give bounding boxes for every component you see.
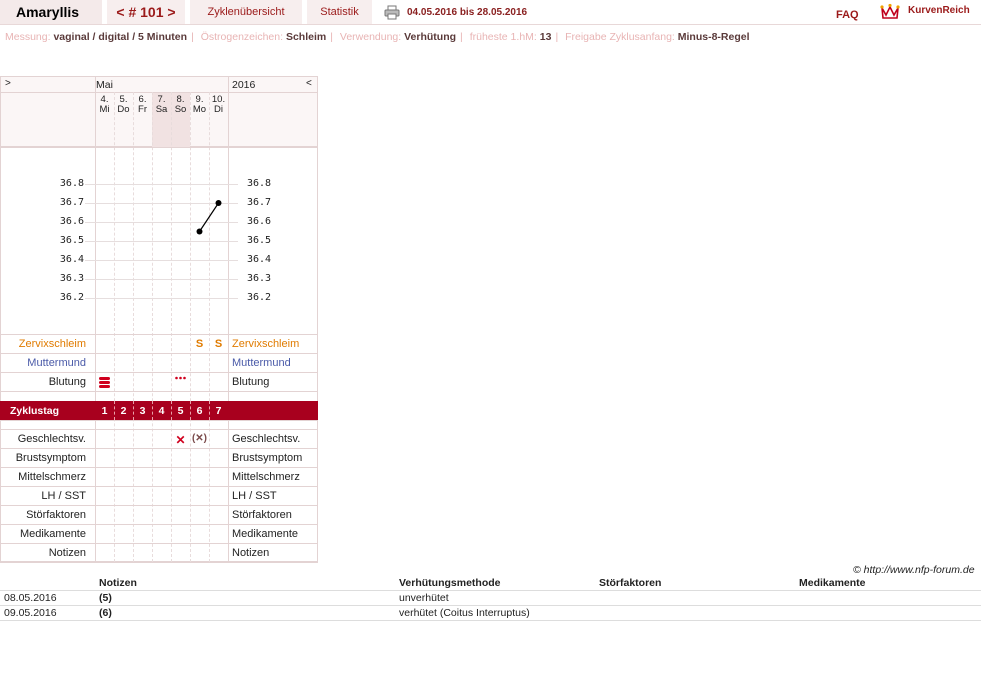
measure-label: Messung: [5, 31, 51, 43]
crown-logo-icon[interactable] [880, 1, 900, 21]
lh-test-label-right: LH / SST [232, 490, 277, 502]
day-number: 7. [157, 94, 166, 105]
temperature-point[interactable] [197, 229, 203, 235]
temp-tick-left: 36.6 [59, 216, 84, 227]
notes-header-meds: Medikamente [795, 576, 981, 591]
temp-tick-right: 36.8 [247, 178, 272, 189]
temp-tick-left: 36.2 [59, 292, 84, 303]
temp-tick-left: 36.7 [59, 197, 84, 208]
intercourse-protected-icon[interactable]: (✕) [191, 433, 208, 444]
logo-text[interactable]: KurvenReich [908, 5, 970, 16]
cycle-day-number: 7 [215, 405, 222, 417]
temp-tick-left: 36.8 [59, 178, 84, 189]
cycle-day-number: 3 [139, 405, 146, 417]
cycle-settings-line: Messung: vaginal / digital / 5 Minuten | Östrogenzeichen: Schleim | Verwendung: Verhütung | früheste 1.hM: 13 | Freigabe Zyklusanfang: Minus-8-Regel [5, 31, 750, 43]
cervical-mucus-label-left: Zervixschleim [18, 338, 86, 350]
intercourse-icon[interactable]: ✕ [175, 433, 186, 447]
note-disturb [595, 606, 795, 621]
bleeding-spotting-icon[interactable] [175, 377, 186, 380]
cycle-day-number: 6 [196, 405, 203, 417]
disturbances-label-left: Störfaktoren [26, 509, 86, 521]
note-method: verhütet (Coitus Interruptus) [395, 606, 595, 621]
cycle-day-number: 4 [158, 405, 165, 417]
notes-label-right: Notizen [232, 547, 270, 559]
temp-tick-left: 36.4 [59, 254, 84, 265]
faq-link[interactable]: FAQ [836, 9, 859, 21]
estrogen-label: Östrogenzeichen: [200, 31, 284, 43]
usage-label: Verwendung: [339, 31, 402, 43]
prev-cycle-button[interactable]: < [116, 4, 125, 20]
earliest-hm-value: 13 [539, 31, 552, 43]
release-value: Minus-8-Regel [677, 31, 750, 43]
day-weekday: Mi [99, 104, 110, 115]
temp-tick-right: 36.5 [247, 235, 272, 246]
cervical-mucus-label-right: Zervixschleim [232, 338, 300, 350]
next-cycle-button[interactable]: > [167, 4, 176, 20]
mucus-mark[interactable]: S [214, 338, 223, 350]
copyright: © http://www.nfp-forum.de [853, 564, 975, 576]
day-weekday: Do [117, 104, 130, 115]
mucus-mark[interactable]: S [195, 338, 204, 350]
table-row [0, 606, 981, 621]
cervix-label-right: Muttermund [232, 357, 291, 369]
temperature-point[interactable] [216, 200, 222, 206]
cervix-label-left: Muttermund [27, 357, 86, 369]
mittelschmerz-label-left: Mittelschmerz [18, 471, 86, 483]
note-method: unverhütet [395, 591, 595, 606]
breast-symptom-label-left: Brustsymptom [15, 452, 86, 464]
medication-label-right: Medikamente [232, 528, 299, 540]
notes-header-method: Verhütungsmethode [395, 576, 595, 591]
cycle-number: # 101 [128, 4, 164, 20]
cycle-day-number: 2 [120, 405, 127, 417]
medication-label-left: Medikamente [19, 528, 86, 540]
note-meds [795, 591, 981, 606]
temp-tick-right: 36.7 [247, 197, 272, 208]
tab-statistics[interactable]: Statistik [307, 0, 372, 24]
day-number: 4. [100, 94, 109, 105]
temp-tick-right: 36.2 [247, 292, 272, 303]
notes-label-left: Notizen [48, 547, 86, 559]
temp-tick-left: 36.5 [59, 235, 84, 246]
notes-table [0, 576, 981, 621]
temp-tick-right: 36.4 [247, 254, 272, 265]
temp-tick-right: 36.6 [247, 216, 272, 227]
day-number: 5. [119, 94, 128, 105]
bleeding-label-left: Blutung [48, 376, 86, 388]
day-number: 8. [176, 94, 185, 105]
note-disturb [595, 591, 795, 606]
month-label: Mai [96, 79, 113, 91]
breast-symptom-label-right: Brustsymptom [232, 452, 303, 464]
note-cycle-day: (5) [99, 592, 112, 604]
day-number: 9. [195, 94, 204, 105]
bleeding-label-right: Blutung [232, 376, 270, 388]
disturbances-label-right: Störfaktoren [232, 509, 292, 521]
temperature-line [200, 203, 219, 232]
intercourse-label-right: Geschlechtsv. [232, 433, 301, 445]
intercourse-label-left: Geschlechtsv. [17, 433, 86, 445]
day-weekday: Di [214, 104, 223, 115]
cycle-day-number: 1 [101, 405, 108, 417]
notes-header-disturb: Störfaktoren [595, 576, 795, 591]
estrogen-value: Schleim [285, 31, 327, 43]
note-date: 09.05.2016 [0, 606, 95, 621]
chart-scroll-left[interactable]: > [5, 78, 11, 89]
year-label: 2016 [232, 79, 256, 91]
day-weekday: Fr [138, 104, 147, 115]
cycle-day-label: Zyklustag [10, 405, 60, 417]
tab-cycle-overview[interactable]: Zyklenübersicht [190, 0, 302, 24]
lh-test-label-left: LH / SST [41, 490, 86, 502]
user-name: Amaryllis [0, 0, 102, 24]
day-number: 6. [138, 94, 147, 105]
temp-tick-left: 36.3 [59, 273, 84, 284]
note-cycle-day: (6) [99, 607, 112, 619]
cycle-day-number: 5 [177, 405, 184, 417]
temp-tick-right: 36.3 [247, 273, 272, 284]
day-weekday: Sa [155, 104, 168, 115]
bleeding-heavy-icon[interactable] [99, 377, 110, 388]
note-date: 08.05.2016 [0, 591, 95, 606]
day-weekday: So [174, 104, 187, 115]
earliest-hm-label: früheste 1.hM: [469, 31, 537, 43]
note-meds [795, 606, 981, 621]
usage-value: Verhütung [404, 31, 457, 43]
notes-header-notes: Notizen [95, 576, 395, 591]
measure-value: vaginal / digital / 5 Minuten [53, 31, 188, 43]
day-number: 10. [211, 94, 226, 105]
date-range: 04.05.2016 bis 28.05.2016 [407, 7, 528, 18]
mittelschmerz-label-right: Mittelschmerz [232, 471, 300, 483]
release-label: Freigabe Zyklusanfang: [565, 31, 675, 43]
table-row [0, 591, 981, 606]
day-weekday: Mo [192, 104, 207, 115]
chart-scroll-right[interactable]: < [306, 78, 312, 89]
printer-icon[interactable] [384, 5, 400, 20]
